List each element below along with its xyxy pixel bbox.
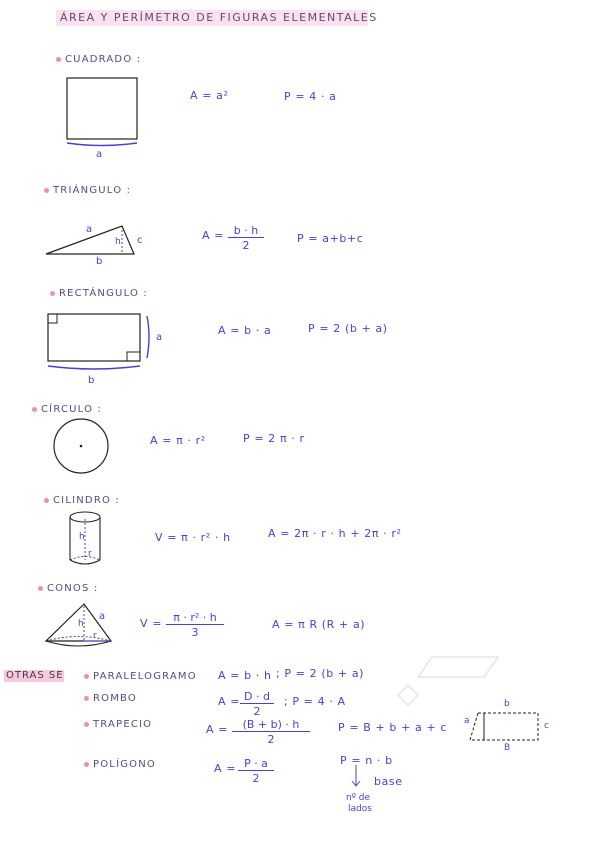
rectangle-right-angle-mark-top bbox=[48, 314, 57, 323]
faint-parallelogram-sketch bbox=[418, 657, 498, 677]
heading-triangulo: TRIÁNGULO : bbox=[44, 186, 131, 196]
triangle-side-b-label: b bbox=[96, 256, 103, 267]
pink-bullet-icon bbox=[84, 696, 89, 701]
pink-bullet-icon bbox=[44, 498, 49, 503]
cone-volume-fraction bbox=[166, 612, 224, 638]
polygon-area-prefix: A = bbox=[214, 762, 237, 775]
fraction-numerator: D · d bbox=[240, 691, 274, 704]
fraction-numerator: b · h bbox=[228, 225, 264, 238]
cone-volume-prefix: V = bbox=[140, 617, 163, 630]
cylinder-bottom-arc bbox=[70, 560, 100, 564]
parallelogram-perimeter-formula: ; P = 2 (b + a) bbox=[276, 667, 365, 680]
trapezoid-left-label: a bbox=[464, 716, 470, 726]
otras-label: OTRAS SE bbox=[6, 670, 64, 681]
cone-height-label: h bbox=[78, 619, 84, 629]
cylinder-height-label: h bbox=[79, 532, 85, 542]
triangle-side-a-label: a bbox=[86, 224, 93, 235]
cylinder-radius-label: r bbox=[88, 549, 92, 559]
fraction-numerator: P · a bbox=[238, 758, 274, 771]
rectangle-perimeter-formula: P = 2 (b + a) bbox=[308, 322, 388, 335]
polygon-sides-note-1: nº de bbox=[346, 793, 371, 803]
heading-poligono: POLÍGONO bbox=[84, 760, 156, 770]
square-perimeter-formula: P = 4 · a bbox=[284, 90, 337, 103]
trapezoid-right-label: c bbox=[544, 721, 549, 731]
square-side-label: a bbox=[96, 149, 103, 160]
pink-bullet-icon bbox=[32, 407, 37, 412]
fraction-denominator: 3 bbox=[191, 626, 199, 639]
pink-bullet-icon bbox=[56, 57, 61, 62]
pink-bullet-icon bbox=[38, 586, 43, 591]
polygon-base-note: base bbox=[374, 775, 403, 788]
rhombus-area-fraction bbox=[240, 691, 274, 717]
circle-center-dot bbox=[80, 445, 83, 448]
fraction-denominator: 2 bbox=[252, 772, 260, 785]
circle-area-formula: A = π · r² bbox=[150, 434, 206, 447]
rectangle-right-angle-mark-bottom bbox=[127, 352, 140, 361]
triangle-height-label: h bbox=[115, 237, 121, 247]
trapezoid-perimeter-formula: P = B + b + a + c bbox=[338, 721, 447, 734]
fraction-denominator: 2 bbox=[242, 239, 250, 252]
trapezoid-top-label: b bbox=[504, 699, 510, 709]
rectangle-shape bbox=[48, 314, 140, 361]
heading-cuadrado: CUADRADO : bbox=[56, 55, 141, 65]
rectangle-area-formula: A = b · a bbox=[218, 324, 272, 337]
polygon-sides-note-2: lados bbox=[348, 804, 372, 814]
triangle-area-prefix: A = bbox=[202, 229, 225, 242]
pink-bullet-icon bbox=[84, 722, 89, 727]
heading-paralelogramo: PARALELOGRAMO bbox=[84, 672, 197, 682]
triangle-perimeter-formula: P = a+b+c bbox=[297, 232, 364, 245]
parallelogram-area-formula: A = b · h bbox=[218, 669, 272, 682]
triangle-side-c-label: c bbox=[137, 235, 143, 246]
trapezoid-area-fraction bbox=[232, 719, 310, 745]
cone-base-arc bbox=[46, 641, 111, 646]
fraction-denominator: 2 bbox=[267, 733, 275, 746]
trapezoid-area-prefix: A = bbox=[206, 723, 229, 736]
rectangle-base-label: b bbox=[88, 375, 95, 386]
rectangle-height-label: a bbox=[156, 332, 163, 343]
square-shape bbox=[67, 78, 137, 139]
trapezoid-base-label: B bbox=[504, 743, 511, 753]
triangle-area-fraction bbox=[228, 225, 264, 251]
heading-conos: CONOS : bbox=[38, 584, 99, 594]
cylinder-area-formula: A = 2π · r · h + 2π · r² bbox=[268, 527, 402, 540]
cone-area-formula: A = π R (R + a) bbox=[272, 618, 366, 631]
rectangle-height-brace bbox=[147, 316, 149, 358]
cone-radius-label: r bbox=[93, 631, 97, 641]
pink-bullet-icon bbox=[84, 674, 89, 679]
polygon-area-fraction bbox=[238, 758, 274, 784]
heading-rectangulo: RECTÁNGULO : bbox=[50, 289, 148, 299]
cone-slant-label: a bbox=[99, 611, 106, 622]
pink-bullet-icon bbox=[50, 291, 55, 296]
fraction-denominator: 2 bbox=[253, 705, 261, 718]
circle-perimeter-formula: P = 2 π · r bbox=[243, 432, 305, 445]
rectangle-base-brace bbox=[48, 366, 140, 369]
faint-rhombus-sketch bbox=[398, 685, 418, 705]
heading-rombo: ROMBO bbox=[84, 694, 137, 704]
pink-bullet-icon bbox=[84, 762, 89, 767]
square-base-brace bbox=[67, 143, 137, 146]
square-area-formula: A = a² bbox=[190, 89, 229, 102]
heading-circulo: CÍRCULO : bbox=[32, 405, 102, 415]
fraction-numerator: π · r² · h bbox=[166, 612, 224, 625]
pink-bullet-icon bbox=[44, 188, 49, 193]
page-title: ÁREA Y PERÍMETRO DE FIGURAS ELEMENTALES bbox=[60, 11, 378, 24]
rhombus-perimeter-formula: ; P = 4 · A bbox=[284, 695, 346, 708]
fraction-numerator: (B + b) · h bbox=[232, 719, 310, 732]
heading-cilindro: CILINDRO : bbox=[44, 496, 120, 506]
cylinder-volume-formula: V = π · r² · h bbox=[155, 531, 231, 544]
rhombus-area-prefix: A = bbox=[218, 695, 241, 708]
polygon-perimeter-formula: P = n · b bbox=[340, 754, 393, 767]
trapezoid-sketch bbox=[470, 713, 538, 740]
heading-trapecio: TRAPECIO bbox=[84, 720, 152, 730]
